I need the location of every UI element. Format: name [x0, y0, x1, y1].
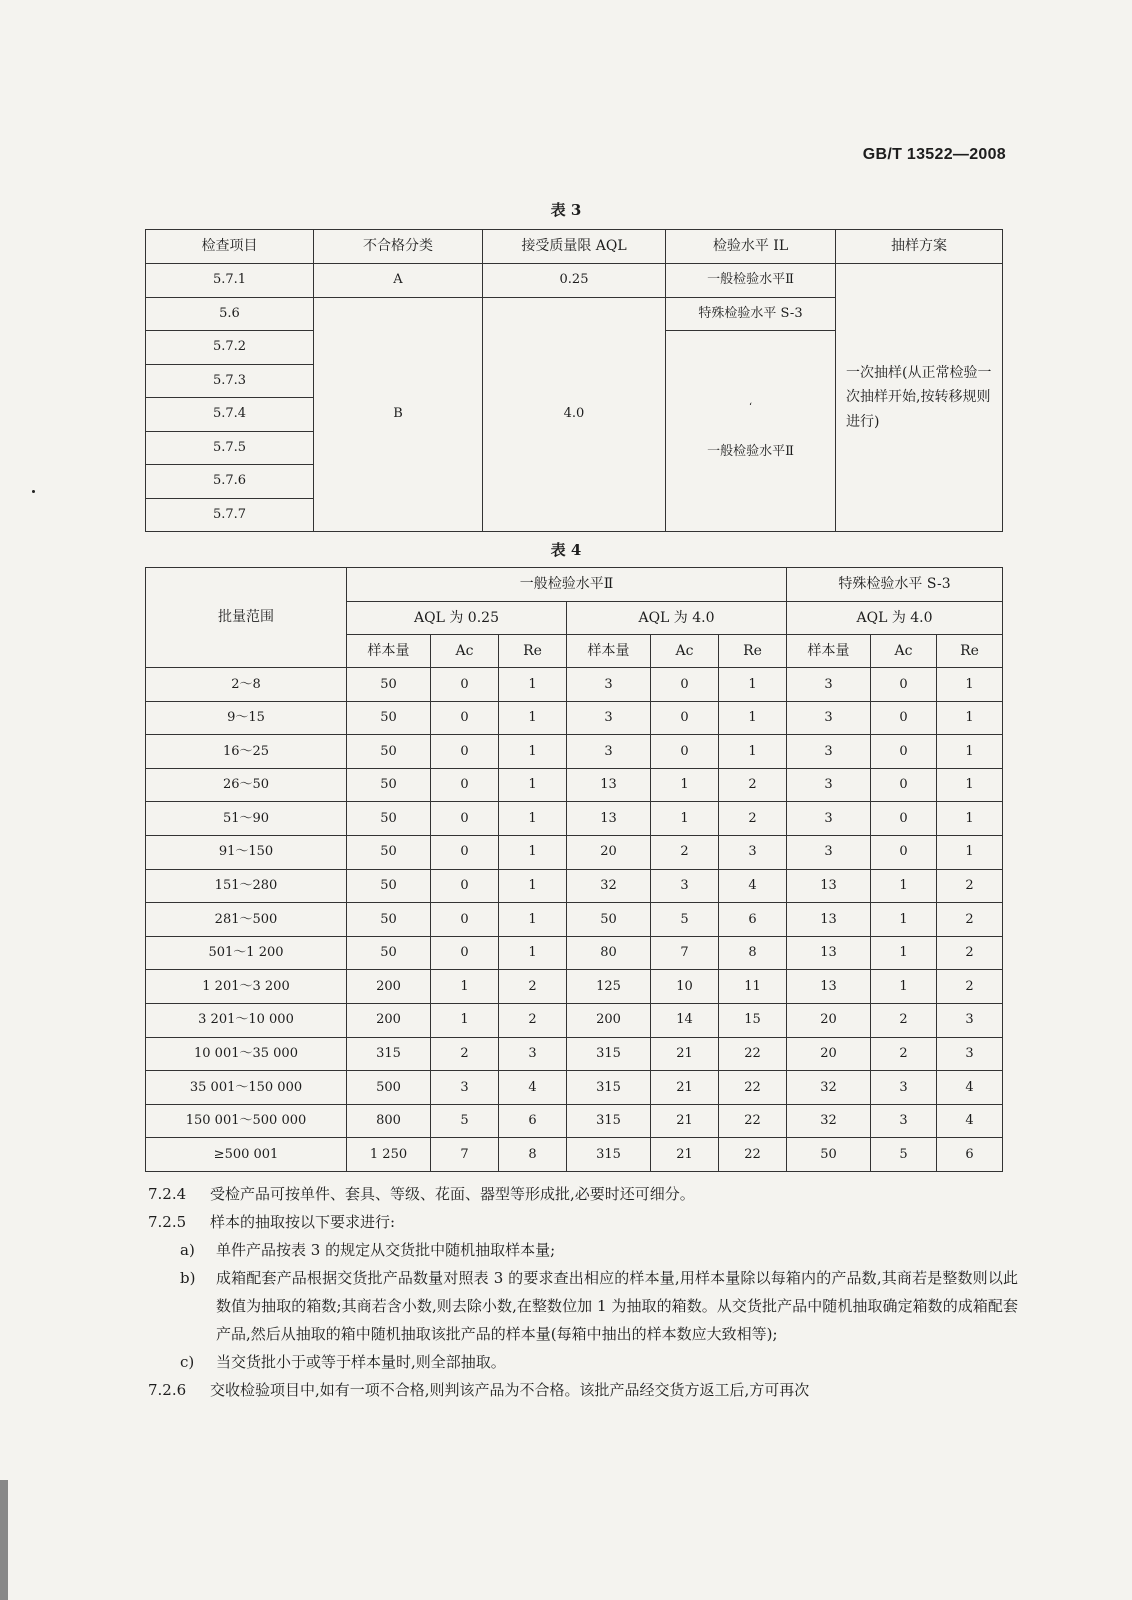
table-cell: 3 — [787, 701, 871, 735]
table-cell: 5 — [651, 903, 719, 937]
table3-item: 5.7.4 — [146, 398, 314, 432]
table-cell: 4 — [499, 1071, 567, 1105]
table-cell: 3 — [787, 735, 871, 769]
table-cell: 13 — [787, 936, 871, 970]
table-cell: 3 — [567, 668, 651, 702]
table-cell: 5 — [431, 1104, 499, 1138]
table3-header-il: 检验水平 IL — [666, 230, 836, 264]
table-cell: 1 — [937, 701, 1003, 735]
table-cell: 3 — [787, 668, 871, 702]
batch-range-cell: 26～50 — [146, 768, 347, 802]
table-cell: 7 — [651, 936, 719, 970]
table-cell: 14 — [651, 1003, 719, 1037]
list-text: 当交货批小于或等于样本量时,则全部抽取。 — [216, 1353, 506, 1371]
table-cell: 315 — [567, 1104, 651, 1138]
table3-caption: 表 3 — [550, 201, 582, 219]
table-cell: 1 — [651, 768, 719, 802]
table-cell: 50 — [347, 701, 431, 735]
table-cell: 315 — [347, 1037, 431, 1071]
batch-range-cell: 281～500 — [146, 903, 347, 937]
list-item-a — [148, 1236, 1018, 1264]
table-row — [146, 903, 1003, 937]
table-cell: 1 — [499, 869, 567, 903]
table-row — [146, 970, 1003, 1004]
list-text: 单件产品按表 3 的规定从交货批中随机抽取样本量; — [216, 1241, 556, 1259]
table-cell: 3 — [787, 768, 871, 802]
table-cell: 3 — [651, 869, 719, 903]
table-cell: 0 — [431, 835, 499, 869]
table4 — [145, 567, 1003, 1172]
table-cell: 1 — [499, 903, 567, 937]
table-cell: 0 — [431, 768, 499, 802]
table3-class-b: B — [314, 297, 483, 532]
table-cell: 50 — [347, 869, 431, 903]
table-cell: 1 — [719, 701, 787, 735]
table3-item: 5.7.1 — [146, 264, 314, 298]
table-cell: 11 — [719, 970, 787, 1004]
table-cell: 8 — [499, 1138, 567, 1172]
table-cell: 3 — [431, 1071, 499, 1105]
table-cell: 3 — [787, 802, 871, 836]
table3-item: 5.7.2 — [146, 331, 314, 365]
batch-range-cell: 2～8 — [146, 668, 347, 702]
table-cell: 2 — [871, 1037, 937, 1071]
batch-range-cell: 9～15 — [146, 701, 347, 735]
table4-subheader: Re — [719, 635, 787, 668]
table-cell: 2 — [871, 1003, 937, 1037]
table-cell: 0 — [431, 701, 499, 735]
table-cell: 1 — [431, 970, 499, 1004]
table3-aql-b: 4.0 — [483, 297, 666, 532]
table-row — [146, 1104, 1003, 1138]
batch-range-cell: 151～280 — [146, 869, 347, 903]
table-cell: 32 — [787, 1104, 871, 1138]
table-cell: 1 — [937, 802, 1003, 836]
table-cell: 80 — [567, 936, 651, 970]
table3-header-class: 不合格分类 — [314, 230, 483, 264]
table-cell: 0 — [651, 668, 719, 702]
table-cell: 22 — [719, 1138, 787, 1172]
table-cell: 1 — [937, 735, 1003, 769]
table-cell: 1 250 — [347, 1138, 431, 1172]
list-label: b) — [180, 1269, 196, 1287]
table-cell: 1 — [871, 869, 937, 903]
table-cell: 200 — [347, 1003, 431, 1037]
list-label: c) — [180, 1353, 195, 1371]
table-cell: 200 — [567, 1003, 651, 1037]
table-cell: 21 — [651, 1104, 719, 1138]
table-cell: 315 — [567, 1037, 651, 1071]
table-row — [146, 1003, 1003, 1037]
table-cell: 0 — [431, 903, 499, 937]
table-cell: 1 — [937, 835, 1003, 869]
table-cell: 21 — [651, 1071, 719, 1105]
table-cell: 1 — [871, 936, 937, 970]
table3-item: 5.7.3 — [146, 364, 314, 398]
table-cell: 6 — [499, 1104, 567, 1138]
table3-il-special: 特殊检验水平 S-3 — [666, 297, 836, 331]
table4-header-aql-025: AQL 为 0.25 — [347, 602, 567, 635]
table-cell: 6 — [719, 903, 787, 937]
table-cell: 22 — [719, 1071, 787, 1105]
batch-range-cell: 10 001～35 000 — [146, 1037, 347, 1071]
table-cell: 4 — [937, 1104, 1003, 1138]
table-cell: 2 — [499, 970, 567, 1004]
table-cell: 1 — [499, 701, 567, 735]
table-row — [146, 936, 1003, 970]
table-cell: 50 — [347, 768, 431, 802]
clause-number: 7.2.5 — [148, 1213, 187, 1231]
table-cell: 5 — [871, 1138, 937, 1172]
table-cell: 0 — [871, 802, 937, 836]
batch-range-cell: 1 201～3 200 — [146, 970, 347, 1004]
table3-class-a: A — [314, 264, 483, 298]
table3-header-aql: 接受质量限 AQL — [483, 230, 666, 264]
batch-range-cell: 501～1 200 — [146, 936, 347, 970]
table-cell: 1 — [499, 735, 567, 769]
table-cell: 1 — [871, 903, 937, 937]
table-cell: 7 — [431, 1138, 499, 1172]
table-cell: 1 — [871, 970, 937, 1004]
table-cell: 20 — [787, 1037, 871, 1071]
table-cell: 2 — [719, 768, 787, 802]
table-cell: 3 — [567, 701, 651, 735]
table-cell: 13 — [787, 869, 871, 903]
table-cell: 6 — [937, 1138, 1003, 1172]
table3-il-general-2 — [666, 331, 836, 532]
table3-item: 5.7.5 — [146, 431, 314, 465]
table-cell: 2 — [499, 1003, 567, 1037]
table-cell: 20 — [787, 1003, 871, 1037]
table-cell: 1 — [719, 668, 787, 702]
batch-range-cell: 35 001～150 000 — [146, 1071, 347, 1105]
table-cell: 3 — [719, 835, 787, 869]
table-cell: 13 — [567, 768, 651, 802]
batch-range-cell: 150 001～500 000 — [146, 1104, 347, 1138]
table3-header-plan: 抽样方案 — [836, 230, 1003, 264]
table-cell: 0 — [871, 668, 937, 702]
table-row — [146, 768, 1003, 802]
table4-subheader: Re — [499, 635, 567, 668]
table-cell: 1 — [651, 802, 719, 836]
paragraph-7-2-5 — [148, 1208, 1018, 1236]
table-cell: 4 — [719, 869, 787, 903]
table-cell: 32 — [567, 869, 651, 903]
table-cell: 1 — [431, 1003, 499, 1037]
table-row — [146, 735, 1003, 769]
table-cell: 50 — [347, 735, 431, 769]
table3-il-general-2-label: 一般检验水平Ⅱ — [707, 444, 794, 460]
table4-subheader: 样本量 — [787, 635, 871, 668]
table-cell: 0 — [871, 735, 937, 769]
table4-subheader: 样本量 — [347, 635, 431, 668]
table3 — [145, 229, 1003, 532]
table-cell: 1 — [499, 668, 567, 702]
table-cell: 13 — [787, 970, 871, 1004]
table-cell: 0 — [431, 802, 499, 836]
paragraph-7-2-6 — [148, 1376, 1018, 1404]
table-cell: 0 — [431, 668, 499, 702]
table-cell: 50 — [347, 802, 431, 836]
table-cell: 50 — [347, 936, 431, 970]
table-cell: 0 — [431, 735, 499, 769]
list-item-c — [148, 1348, 1018, 1376]
table-cell: 125 — [567, 970, 651, 1004]
table-cell: 3 — [937, 1037, 1003, 1071]
table4-header-special-level: 特殊检验水平 S-3 — [787, 568, 1003, 602]
table-cell: 15 — [719, 1003, 787, 1037]
table-cell: 0 — [871, 835, 937, 869]
batch-range-cell: 3 201～10 000 — [146, 1003, 347, 1037]
scan-edge — [0, 1480, 8, 1600]
table-cell: 3 — [567, 735, 651, 769]
clause-text: 交收检验项目中,如有一项不合格,则判该产品为不合格。该批产品经交货方返工后,方可再次 — [210, 1381, 810, 1399]
table-cell: 315 — [567, 1071, 651, 1105]
table3-header-item: 检查项目 — [146, 230, 314, 264]
table-cell: 20 — [567, 835, 651, 869]
table4-subheader: Ac — [651, 635, 719, 668]
table-cell: 21 — [651, 1037, 719, 1071]
scan-speck — [32, 490, 35, 493]
table-row — [146, 1071, 1003, 1105]
batch-range-cell: 91～150 — [146, 835, 347, 869]
body-text — [148, 1180, 1018, 1404]
standard-number: GB/T 13522—2008 — [862, 146, 1006, 163]
table-cell: 22 — [719, 1104, 787, 1138]
table3-sampling-plan: 一次抽样(从正常检验一次抽样开始,按转移规则进行) — [836, 264, 1003, 532]
list-item-b — [148, 1264, 1018, 1348]
table-cell: 50 — [347, 835, 431, 869]
table-cell: 2 — [719, 802, 787, 836]
list-label: a) — [180, 1241, 195, 1259]
table-cell: 8 — [719, 936, 787, 970]
table-cell: 32 — [787, 1071, 871, 1105]
table4-caption: 表 4 — [550, 541, 582, 559]
table-cell: 500 — [347, 1071, 431, 1105]
table-cell: 1 — [719, 735, 787, 769]
table-cell: 2 — [431, 1037, 499, 1071]
table-cell: 1 — [937, 768, 1003, 802]
table4-subheader: Ac — [871, 635, 937, 668]
table4-subheader: Re — [937, 635, 1003, 668]
table-cell: 0 — [431, 936, 499, 970]
table-cell: 13 — [787, 903, 871, 937]
table-cell: 800 — [347, 1104, 431, 1138]
table-cell: 1 — [499, 835, 567, 869]
paragraph-7-2-4 — [148, 1180, 1018, 1208]
table4-header-aql-40-general: AQL 为 4.0 — [567, 602, 787, 635]
table-cell: 1 — [937, 668, 1003, 702]
table4-subheader: Ac — [431, 635, 499, 668]
table-row — [146, 1138, 1003, 1172]
table4-header-aql-40-special: AQL 为 4.0 — [787, 602, 1003, 635]
table-cell: 315 — [567, 1138, 651, 1172]
table3-item: 5.6 — [146, 297, 314, 331]
table-row — [146, 802, 1003, 836]
table-cell: 200 — [347, 970, 431, 1004]
table-row — [146, 668, 1003, 702]
batch-range-cell: 51～90 — [146, 802, 347, 836]
table-cell: 13 — [567, 802, 651, 836]
table3-il-general: 一般检验水平Ⅱ — [666, 264, 836, 298]
table-row — [146, 1037, 1003, 1071]
table-cell: 50 — [787, 1138, 871, 1172]
table-cell: 2 — [651, 835, 719, 869]
table-cell: 21 — [651, 1138, 719, 1172]
table3-item: 5.7.7 — [146, 498, 314, 532]
table-cell: 10 — [651, 970, 719, 1004]
table-cell: 0 — [431, 869, 499, 903]
table3-item: 5.7.6 — [146, 465, 314, 499]
table-cell: 3 — [499, 1037, 567, 1071]
clause-text: 受检产品可按单件、套具、等级、花面、器型等形成批,必要时还可细分。 — [210, 1185, 695, 1203]
table-cell: 2 — [937, 869, 1003, 903]
stray-mark: ‘ — [748, 402, 753, 414]
table-cell: 50 — [347, 903, 431, 937]
table-cell: 0 — [871, 768, 937, 802]
clause-number: 7.2.4 — [148, 1185, 187, 1203]
table-cell: 4 — [937, 1071, 1003, 1105]
table-cell: 0 — [651, 701, 719, 735]
clause-text: 样本的抽取按以下要求进行: — [210, 1213, 396, 1231]
table-cell: 3 — [871, 1071, 937, 1105]
table-cell: 0 — [651, 735, 719, 769]
table3-aql-a: 0.25 — [483, 264, 666, 298]
clause-number: 7.2.6 — [148, 1381, 187, 1399]
table-cell: 3 — [871, 1104, 937, 1138]
table-cell: 1 — [499, 936, 567, 970]
batch-range-cell: ≥500 001 — [146, 1138, 347, 1172]
table-cell: 2 — [937, 970, 1003, 1004]
table4-subheader: 样本量 — [567, 635, 651, 668]
table-cell: 1 — [499, 802, 567, 836]
table-cell: 50 — [567, 903, 651, 937]
table-row — [146, 835, 1003, 869]
table-cell: 3 — [787, 835, 871, 869]
table4-header-general-level: 一般检验水平Ⅱ — [347, 568, 787, 602]
batch-range-cell: 16～25 — [146, 735, 347, 769]
table-row — [146, 869, 1003, 903]
table-cell: 1 — [499, 768, 567, 802]
table-cell: 2 — [937, 903, 1003, 937]
table-cell: 2 — [937, 936, 1003, 970]
table-cell: 0 — [871, 701, 937, 735]
table-cell: 3 — [937, 1003, 1003, 1037]
table-cell: 22 — [719, 1037, 787, 1071]
list-text: 成箱配套产品根据交货批产品数量对照表 3 的要求查出相应的样本量,用样本量除以每箱内的产品数,其商若是整数则以此数值为抽取的箱数;其商若含小数,则去除小数,在整数位加 1 为抽取的箱数。从交货批产品中随机抽取确定箱数的成箱配套产品,然后从抽取的箱中随机抽取该批产品的样本量(每箱中抽出的样本数应大致相等); — [216, 1269, 1018, 1343]
table-cell: 50 — [347, 668, 431, 702]
table4-header-batch: 批量范围 — [146, 568, 347, 668]
table-row — [146, 701, 1003, 735]
